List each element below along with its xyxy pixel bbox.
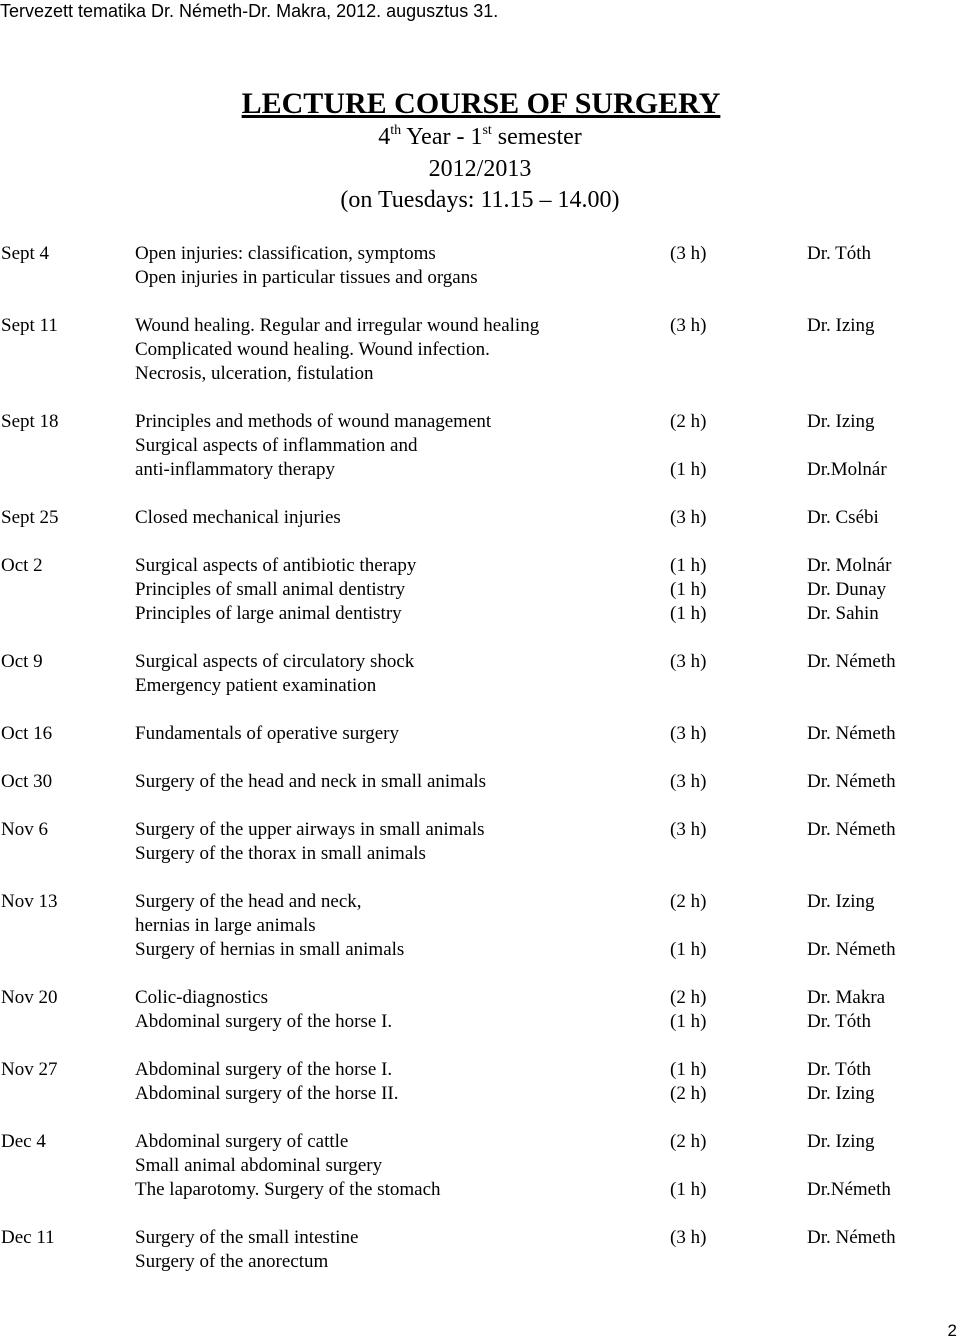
lecturer-name: Dr. Németh (807, 939, 896, 960)
lecture-topic: Closed mechanical injuries (135, 507, 341, 528)
lecture-topic: Surgical aspects of inflammation and (135, 435, 418, 456)
lecturer-name: Dr. Németh (807, 771, 896, 792)
schedule-row (0, 602, 960, 626)
schedule-entry (0, 818, 960, 866)
lecture-topic: Principles and methods of wound management (135, 411, 492, 432)
semester-ordinal-suffix: st (482, 123, 492, 138)
schedule-entry (0, 314, 960, 386)
lecture-date: Nov 13 (1, 891, 58, 912)
schedule-row (0, 1058, 960, 1082)
lecture-schedule (0, 242, 960, 1298)
lecture-topic: Open injuries: classification, symptoms (135, 243, 436, 264)
schedule-row (0, 578, 960, 602)
lecture-topic: Surgery of hernias in small animals (135, 939, 405, 960)
year-label: Year - 1 (401, 124, 483, 150)
schedule-entry (0, 242, 960, 290)
page-number: 2 (947, 1321, 957, 1340)
lecture-topic: Surgical aspects of circulatory shock (135, 651, 415, 672)
lecture-topic: Emergency patient examination (135, 675, 377, 696)
lecture-hours: (2 h) (670, 1083, 707, 1104)
schedule-row (0, 266, 960, 290)
schedule-row (0, 362, 960, 386)
lecture-topic: Abdominal surgery of the horse II. (135, 1083, 399, 1104)
schedule-row (0, 818, 960, 842)
lecture-topic: anti-inflammatory therapy (135, 459, 335, 480)
schedule-row (0, 770, 960, 794)
lecture-topic: Surgery of the small intestine (135, 1227, 359, 1248)
lecture-topic: Surgery of the head and neck in small animals (135, 771, 487, 792)
title-block (0, 86, 960, 217)
lecture-hours: (1 h) (670, 939, 707, 960)
lecturer-name: Dr. Tóth (807, 1011, 872, 1032)
year-semester-line (0, 122, 960, 154)
lecture-date: Dec 11 (1, 1227, 55, 1248)
lecture-topic: Wound healing. Regular and irregular wound healing (135, 315, 540, 336)
lecture-hours: (1 h) (670, 459, 707, 480)
lecture-topic: Abdominal surgery of the horse I. (135, 1011, 393, 1032)
schedule-row (0, 986, 960, 1010)
schedule-entry (0, 410, 960, 482)
lecture-topic: Surgery of the head and neck, (135, 891, 362, 912)
lecture-topic: Necrosis, ulceration, fistulation (135, 363, 374, 384)
academic-year: 2012/2013 (428, 155, 532, 182)
year-ordinal-suffix: th (390, 123, 402, 138)
lecture-topic: Principles of large animal dentistry (135, 603, 402, 624)
lecture-hours: (3 h) (670, 243, 707, 264)
lecture-topic: Open injuries in particular tissues and organs (135, 267, 478, 288)
lecturer-name: Dr.Molnár (807, 459, 887, 480)
schedule-row (0, 914, 960, 938)
schedule-row (0, 1154, 960, 1178)
lecture-date: Oct 2 (1, 555, 43, 576)
lecture-date: Oct 9 (1, 651, 43, 672)
lecturer-name: Dr. Izing (807, 891, 875, 912)
schedule-entry (0, 890, 960, 962)
lecturer-name: Dr. Dunay (807, 579, 887, 600)
lecture-hours: (1 h) (670, 603, 707, 624)
lecture-hours: (1 h) (670, 1059, 707, 1080)
schedule-entry (0, 650, 960, 698)
lecturer-name: Dr. Németh (807, 651, 896, 672)
lecture-date: Sept 11 (1, 315, 58, 336)
lecture-topic: Surgical aspects of antibiotic therapy (135, 555, 417, 576)
lecturer-name: Dr. Németh (807, 723, 896, 744)
schedule-row (0, 554, 960, 578)
schedule-time: (on Tuesdays: 11.15 – 14.00) (340, 187, 620, 213)
lecturer-name: Dr. Csébi (807, 507, 879, 528)
lecture-hours: (2 h) (670, 987, 707, 1008)
lecture-topic: Surgery of the upper airways in small animals (135, 819, 485, 840)
schedule-entry (0, 506, 960, 530)
schedule-entry (0, 1130, 960, 1202)
lecture-hours: (3 h) (670, 1227, 707, 1248)
lecturer-name: Dr. Makra (807, 987, 886, 1008)
schedule-row (0, 1130, 960, 1154)
lecturer-name: Dr. Németh (807, 819, 896, 840)
schedule-row (0, 842, 960, 866)
year-number: 4 (378, 124, 391, 150)
lecture-topic: Abdominal surgery of cattle (135, 1131, 349, 1152)
schedule-row (0, 1010, 960, 1034)
lecture-topic: Fundamentals of operative surgery (135, 723, 399, 744)
lecture-hours: (2 h) (670, 891, 707, 912)
lecture-topic: Small animal abdominal surgery (135, 1155, 383, 1176)
schedule-entry (0, 554, 960, 626)
lecture-topic: Complicated wound healing. Wound infection. (135, 339, 490, 360)
lecture-date: Oct 16 (1, 723, 53, 744)
course-title: LECTURE COURSE OF SURGERY (241, 87, 721, 120)
lecturer-name: Dr. Izing (807, 1131, 875, 1152)
lecturer-name: Dr. Tóth (807, 1059, 872, 1080)
lecture-date: Sept 4 (1, 243, 50, 264)
lecture-date: Nov 6 (1, 819, 48, 840)
schedule-row (0, 1178, 960, 1202)
lecture-hours: (2 h) (670, 411, 707, 432)
semester-label: semester (491, 124, 582, 150)
schedule-row (0, 506, 960, 530)
lecturer-name: Dr. Tóth (807, 243, 872, 264)
lecture-hours: (3 h) (670, 651, 707, 672)
lecture-date: Sept 25 (1, 507, 59, 528)
lecture-hours: (1 h) (670, 1011, 707, 1032)
schedule-row (0, 650, 960, 674)
schedule-entry (0, 770, 960, 794)
schedule-row (0, 314, 960, 338)
lecturer-name: Dr. Sahin (807, 603, 879, 624)
lecturer-name: Dr. Izing (807, 1083, 875, 1104)
schedule-entry (0, 1226, 960, 1274)
lecturer-name: Dr. Izing (807, 315, 875, 336)
schedule-row (0, 1226, 960, 1250)
lecture-topic: hernias in large animals (135, 915, 316, 936)
lecture-hours: (3 h) (670, 819, 707, 840)
lecture-topic: Surgery of the anorectum (135, 1251, 329, 1272)
lecture-hours: (1 h) (670, 579, 707, 600)
lecture-topic: Principles of small animal dentistry (135, 579, 406, 600)
schedule-row (0, 1250, 960, 1274)
schedule-row (0, 458, 960, 482)
schedule-row (0, 242, 960, 266)
schedule-row (0, 674, 960, 698)
schedule-row (0, 338, 960, 362)
lecturer-name: Dr. Izing (807, 411, 875, 432)
lecture-hours: (1 h) (670, 555, 707, 576)
lecture-date: Dec 4 (1, 1131, 46, 1152)
lecture-topic: Abdominal surgery of the horse I. (135, 1059, 393, 1080)
lecturer-name: Dr. Molnár (807, 555, 892, 576)
lecturer-name: Dr. Németh (807, 1227, 896, 1248)
schedule-row (0, 722, 960, 746)
schedule-entry (0, 1058, 960, 1106)
schedule-row (0, 890, 960, 914)
lecture-hours: (2 h) (670, 1131, 707, 1152)
lecture-hours: (3 h) (670, 723, 707, 744)
lecture-hours: (1 h) (670, 1179, 707, 1200)
lecture-date: Nov 20 (1, 987, 58, 1008)
lecture-topic: Surgery of the thorax in small animals (135, 843, 426, 864)
lecture-hours: (3 h) (670, 315, 707, 336)
schedule-row (0, 938, 960, 962)
schedule-entry (0, 986, 960, 1034)
schedule-row (0, 434, 960, 458)
lecture-date: Oct 30 (1, 771, 53, 792)
document-header: Tervezett tematika Dr. Németh-Dr. Makra, 2012. augusztus 31. (0, 1, 499, 21)
lecture-hours: (3 h) (670, 771, 707, 792)
schedule-row (0, 1082, 960, 1106)
lecture-date: Nov 27 (1, 1059, 58, 1080)
lecture-topic: The laparotomy. Surgery of the stomach (135, 1179, 441, 1200)
lecture-topic: Colic-diagnostics (135, 987, 268, 1008)
lecture-date: Sept 18 (1, 411, 59, 432)
lecture-hours: (3 h) (670, 507, 707, 528)
lecturer-name: Dr.Németh (807, 1179, 891, 1200)
schedule-row (0, 410, 960, 434)
schedule-entry (0, 722, 960, 746)
